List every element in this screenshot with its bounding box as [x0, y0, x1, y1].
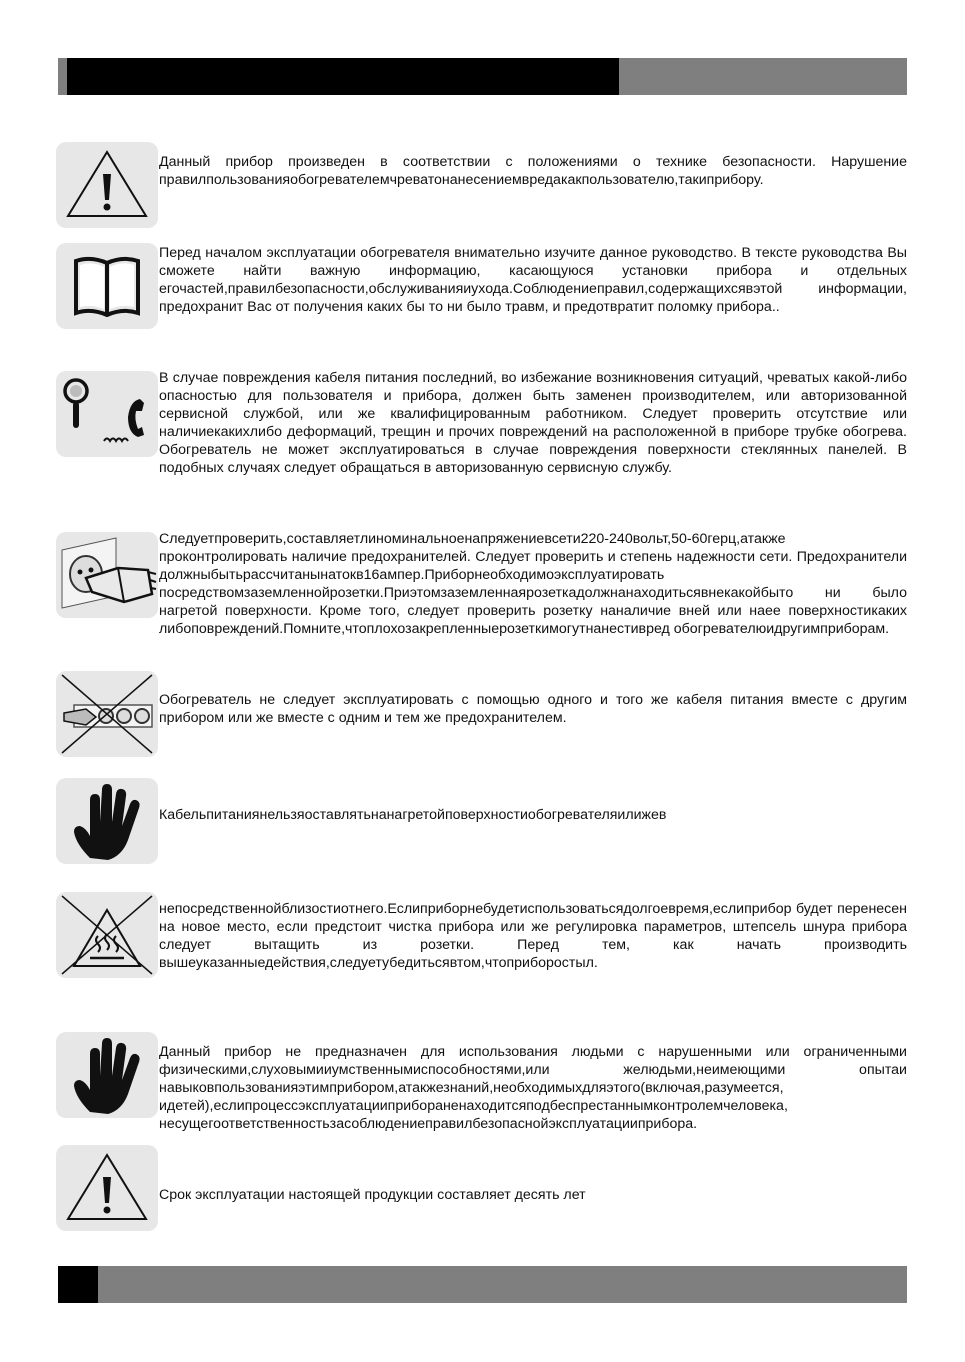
header-title-band: [67, 58, 619, 95]
wall-socket-plug-icon: [56, 532, 158, 618]
page-number-box: [58, 1266, 98, 1303]
footer-bar: [58, 1266, 907, 1303]
inspect-phone-icon: [56, 371, 158, 457]
warning-triangle-icon: [56, 142, 158, 228]
no-multi-socket-icon: [56, 671, 158, 757]
section-text-4: Следуетпроверить,составляетлиноминальноенапряжениевсети220-240вольт,50-60герц,атакже проконтролировать наличие предохранителей. Следует проверить и степень надежности сети. Предохранители должныбытьрассчитанынатокв16ампер.Приборнеобходимоэксплуатировать посредствомзаземленнойрозетки.Приэтомзаземленнаярозеткадолжнанаходитьсявнекакойбыто ни было нагретой поверхности. Кроме того, следует проверить розетку наналичие вней или наее поверхностикаких либоповреждений.Помните,чтоплохозакрепленныерозеткимогутнанестивред обогревателюидругимприборам.: [159, 531, 907, 637]
hand-stop-icon: [56, 1032, 158, 1118]
no-hot-surface-icon: [56, 892, 158, 978]
manual-book-icon: [56, 243, 158, 329]
hand-stop-icon: [56, 778, 158, 864]
section-text-7: непосредственнойблизостиотнего.Еслиприборнебудетиспользоватьсядолгоевремя,еслиприбор будет перенесен на новое место, если предстоит чистка прибора или же регулировка параметров, штепсель шнура прибора следует вытащить из розетки. Перед тем, как начать производить вышеуказанныедействия,следуетубедитьсявтом,чтоприборостыл.: [159, 901, 907, 971]
section-text-9: Срок эксплуатации настоящей продукции составляет десять лет: [159, 1187, 586, 1203]
header-bar: [58, 58, 907, 95]
section-text-8: Данный прибор не предназначен для использования людьми с нарушенными или ограниченными физическими,слуховымииумственнымиспособностями,или желюдьми,неимеющими опытаи навыковпользованияэтимприбором,атакжезнаний,необходимыхдляэтого(включая,разумеется, идетей),еслипроцессэксплуатацииприбораненаходитсяподбеспрестаннымконтролемчеловека, несущегоответственностьзасоблюдениеправилбезопаснойэксплуатацииприбора.: [159, 1044, 907, 1132]
warning-triangle-icon: [56, 1145, 158, 1231]
section-text-2: Перед началом эксплуатации обогревателя внимательно изучите данное руководство. В тексте руководства Вы сможете найти важную информацию, касающуюся установки прибора и отдельных егочастей,правилбезопасности,обслуживанияиухода.Соблюдениеправил,содержащихсявэтой информации, предохранит Вас от получения каких бы то ни было травм, и предотвратит поломку прибора..: [159, 245, 907, 315]
section-text-6: Кабельпитаниянельзяоставлятьнанагретойповерхностиобогревателяилижев: [159, 807, 667, 823]
section-text-1: Данный прибор произведен в соответствии с положениями о технике безопасности. Нарушение правилпользованияобогревателемчреватонанесениемвредакакпользователю,такиприбору.: [159, 154, 907, 188]
section-text-5: Обогреватель не следует эксплуатировать с помощью одного и того же кабеля питания вместе с другим прибором или же вместе с одним и тем же предохранителем.: [159, 692, 907, 726]
section-text-3: В случае повреждения кабеля питания последний, во избежание возникновения ситуаций, чреватых какой-либо опасностью для пользователя и прибора, должен быть заменен производителем, или авторизованной сервисной службой, или же квалифицированным работником. Следует проверить отсутствие или наличиекакихлибо деформаций, трещин и прочих повреждений на расположенной в приборе трубке обогрева. Обогреватель не может эксплуатироваться в случае повреждения поверхности стеклянных панелей. В подобных случаях следует обращаться в авторизованную сервисную службу.: [159, 370, 907, 476]
